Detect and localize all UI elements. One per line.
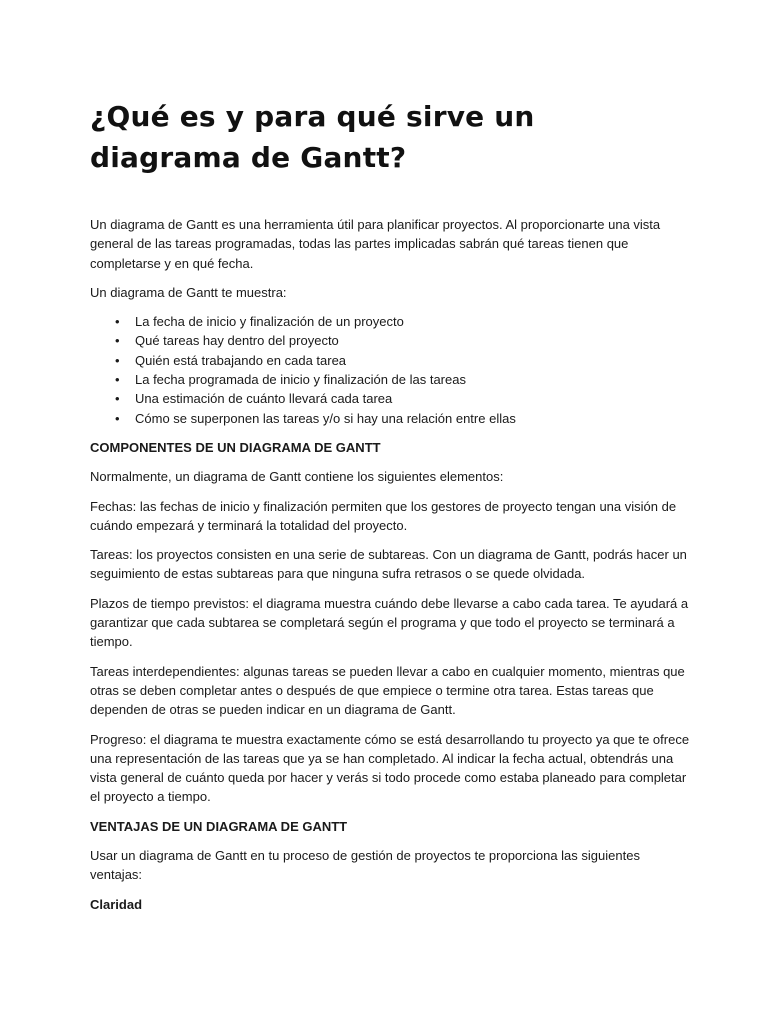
component-paragraph-dates: Fechas: las fechas de inicio y finalización permiten que los gestores de proyecto tengan una visión de cuándo empezará y terminará la totalidad del proyecto. — [90, 498, 677, 533]
components-intro-paragraph: Normalmente, un diagrama de Gantt contiene los siguientes elementos: — [90, 469, 504, 485]
bullet-icon: • — [115, 391, 120, 407]
advantages-intro-paragraph: Usar un diagrama de Gantt en tu proceso de gestión de proyectos te proporciona las siguientes ventajas: — [90, 848, 640, 883]
component-paragraph-tasks: Tareas: los proyectos consisten en una serie de subtareas. Con un diagrama de Gantt, podrás hacer un seguimiento de estas subtareas para que ninguna sufra retrasos o se quede olvidada. — [90, 547, 687, 582]
list-item-text: Quién está trabajando en cada tarea — [135, 352, 347, 368]
bullet-icon: • — [115, 352, 120, 368]
components-heading: COMPONENTES DE UN DIAGRAMA DE GANTT — [90, 439, 381, 455]
list-item-text: Una estimación de cuánto llevará cada tarea — [135, 391, 393, 407]
component-paragraph-progress: Progreso: el diagrama te muestra exactamente cómo se está desarrollando tu proyecto ya que te ofrece una representación de las tareas que ya se han completado. Al indicar la fecha actual, obtendrás una vista general de cuánto queda por hacer y verás si todo procede como estaba planeado para completar el proyecto a tiempo. — [90, 731, 690, 805]
document-page — [90, 96, 690, 924]
document-body — [90, 215, 690, 914]
list-item-text: La fecha de inicio y finalización de un proyecto — [135, 314, 404, 330]
list-item — [115, 409, 690, 428]
list-item — [115, 331, 690, 350]
advantages-heading: VENTAJAS DE UN DIAGRAMA DE GANTT — [90, 818, 348, 834]
shows-intro-paragraph: Un diagrama de Gantt te muestra: — [90, 284, 287, 300]
bullet-icon: • — [115, 333, 120, 349]
component-paragraph-dependencies: Tareas interdependientes: algunas tareas se pueden llevar a cabo en cualquier momento, mientras que otras se deben completar antes o después de que empiece o termine otra tarea. Estas tareas que dependen de otras se pueden indicar en un diagrama de Gantt. — [90, 663, 685, 718]
list-item-text: Cómo se superponen las tareas y/o si hay una relación entre ellas — [135, 410, 516, 426]
component-paragraph-timeframes: Plazos de tiempo previstos: el diagrama muestra cuándo debe llevarse a cabo cada tarea. Te ayudará a garantizar que cada subtarea se completará según el programa y que todo el proyecto se terminará a tiempo. — [90, 595, 689, 650]
list-item — [115, 389, 690, 408]
feature-bullet-list — [90, 312, 690, 428]
list-item — [115, 370, 690, 389]
intro-paragraph: Un diagrama de Gantt es una herramienta útil para planificar proyectos. Al proporcionarte una vista general de las tareas programadas, todas las partes implicadas sabrán qué tareas tienen que completarse y en qué fecha. — [90, 217, 661, 271]
bullet-icon: • — [115, 410, 120, 426]
document-title: ¿Qué es y para qué sirve un diagrama de Gantt? — [90, 100, 535, 174]
list-item — [115, 312, 690, 331]
list-item-text: La fecha programada de inicio y finalización de las tareas — [135, 372, 466, 388]
bullet-icon: • — [115, 314, 120, 330]
list-item — [115, 351, 690, 370]
list-item-text: Qué tareas hay dentro del proyecto — [135, 333, 339, 349]
bullet-icon: • — [115, 372, 120, 388]
clarity-subheading: Claridad — [90, 896, 143, 912]
